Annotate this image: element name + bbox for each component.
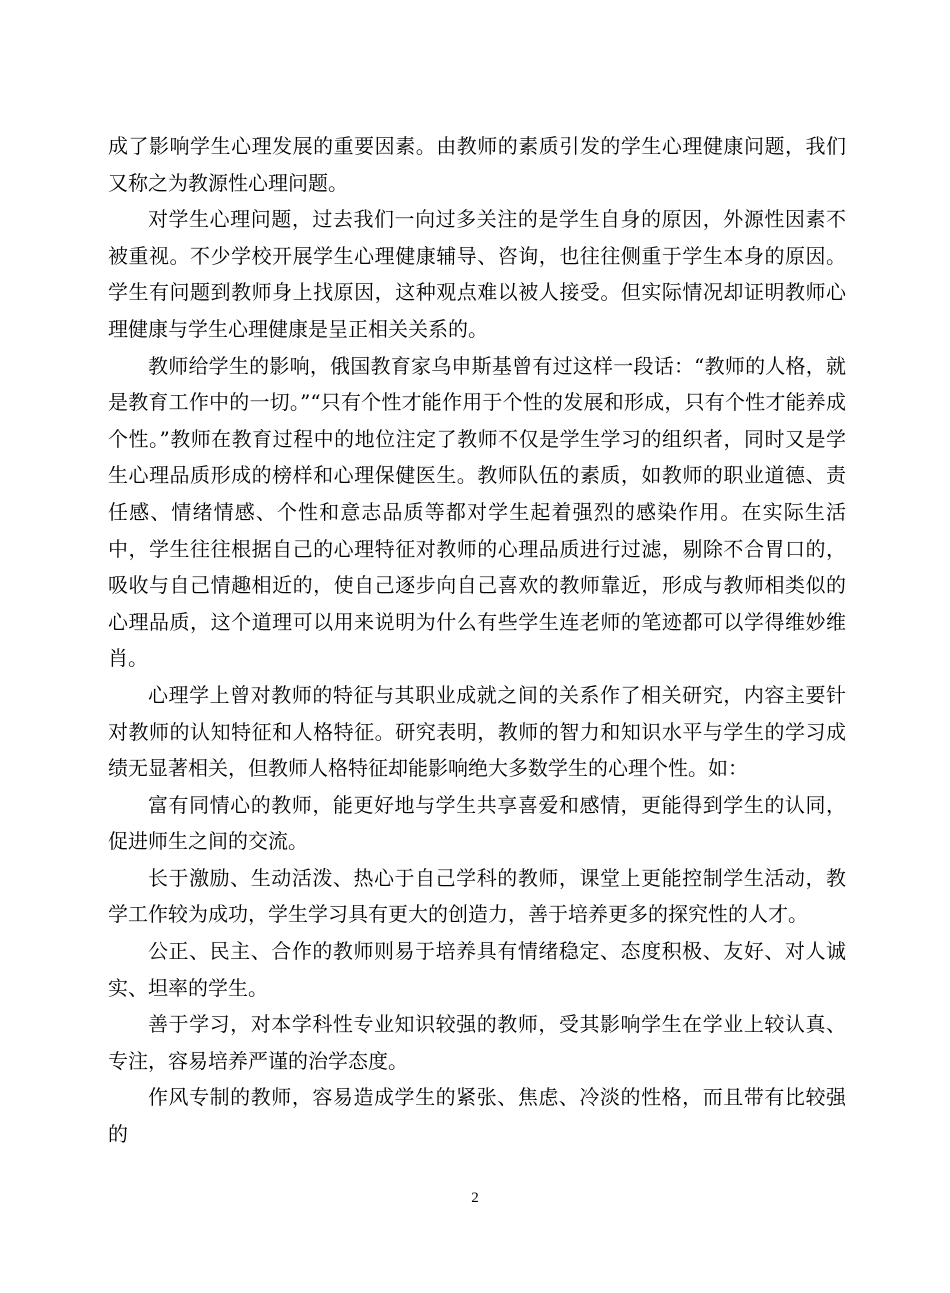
page-number: 2 — [471, 1190, 479, 1206]
paragraph: 公正、民主、合作的教师则易于培养具有情绪稳定、态度积极、友好、对人诚实、坦率的学生。 — [108, 939, 846, 1000]
paragraph-continuation: 成了影响学生心理发展的重要因素。由教师的素质引发的学生心理健康问题，我们又称之为教源性心理问题。 — [108, 134, 846, 195]
paragraph: 善于学习，对本学科性专业知识较强的教师，受其影响学生在学业上较认真、专注，容易培养严谨的治学态度。 — [108, 1012, 846, 1073]
paragraph: 心理学上曾对教师的特征与其职业成就之间的关系作了相关研究，内容主要针对教师的认知特征和人格特征。研究表明，教师的智力和知识水平与学生的学习成绩无显著相关，但教师人格特征却能影响绝大多数学生的心理个性。如： — [108, 682, 846, 781]
body-text — [108, 128, 846, 1153]
paragraph: 对学生心理问题，过去我们一向过多关注的是学生自身的原因，外源性因素不被重视。不少学校开展学生心理健康辅导、咨询，也往往侧重于学生本身的原因。学生有问题到教师身上找原因，这种观点难以被人接受。但实际情况却证明教师心理健康与学生心理健康是呈正相关关系的。 — [108, 207, 846, 341]
paragraph: 长于激励、生动活泼、热心于自己学科的教师，课堂上更能控制学生活动，教学工作较为成功，学生学习具有更大的创造力，善于培养更多的探究性的人才。 — [108, 865, 846, 927]
paragraph: 作风专制的教师，容易造成学生的紧张、焦虑、冷淡的性格，而且带有比较强的 — [108, 1085, 846, 1147]
paragraph: 教师给学生的影响，俄国教育家乌申斯基曾有过这样一段话：“教师的人格，就是教育工作中的一切。”“只有个性才能作用于个性的发展和形成，只有个性才能养成个性。”教师在教育过程中的地位注定了教师不仅是学生学习的组织者，同时又是学生心理品质形成的榜样和心理保健医生。教师队伍的素质，如教师的职业道德、责任感、情绪情感、个性和意志品质等都对学生起着强烈的感染作用。在实际生活中，学生往往根据自己的心理特征对教师的心理品质进行过滤，剔除不合胃口的，吸收与自己情趣相近的，使自己逐步向自己喜欢的教师靠近，形成与教师相类似的心理品质，这个道理可以用来说明为什么有些学生连老师的笔迹都可以学得维妙维肖。 — [108, 353, 846, 671]
paragraph: 富有同情心的教师，能更好地与学生共享喜爱和感情，更能得到学生的认同，促进师生之间的交流。 — [108, 792, 846, 854]
